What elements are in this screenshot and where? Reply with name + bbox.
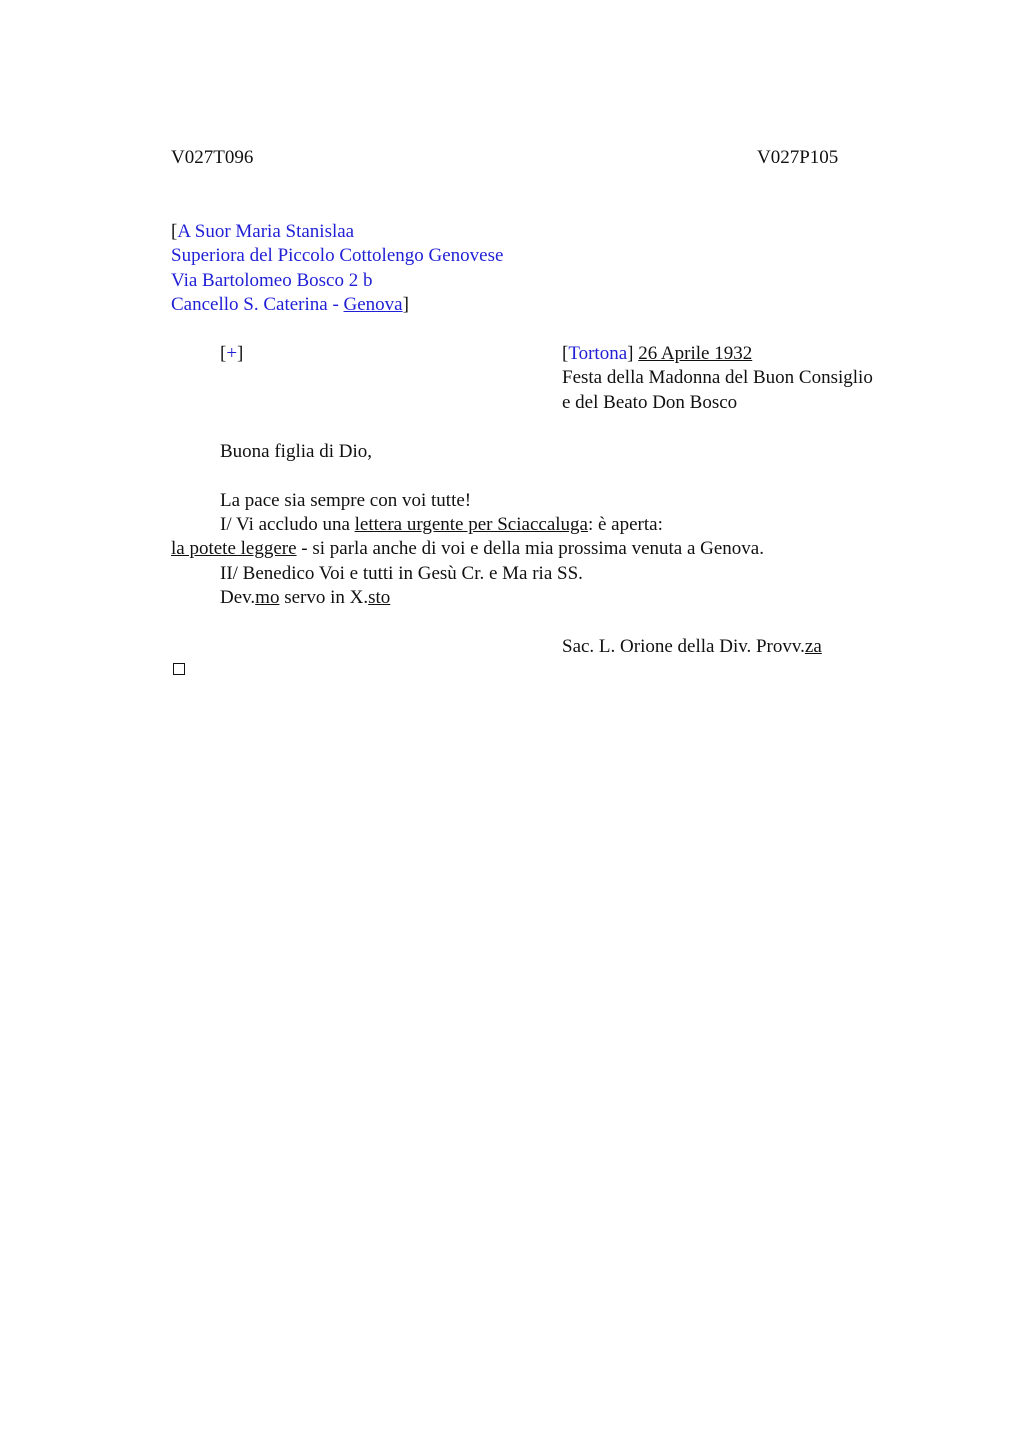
closing-servo: servo in X. — [279, 587, 369, 608]
closing-line — [220, 586, 390, 610]
body-line-2-prefix: I/ Vi accludo una — [220, 514, 355, 535]
address-open-bracket: [ — [171, 221, 178, 242]
feast-line-2: e del Beato Don Bosco — [562, 392, 738, 413]
address-gate: Cancello S. Caterina - — [171, 294, 344, 315]
body-line-3-underlined: la potete leggere — [171, 538, 297, 559]
cross-close-bracket: ] — [237, 343, 244, 364]
address-city: Genova — [343, 294, 403, 315]
signature — [562, 635, 822, 659]
closing-mo: mo — [255, 587, 280, 608]
end-square-icon — [173, 663, 185, 675]
document-code-right: V027P105 — [757, 147, 839, 168]
body-line-3-suffix: - si parla anche di voi e della mia prossima venuta a Genova. — [296, 538, 764, 559]
address-line-4 — [171, 293, 409, 317]
dateline-open-bracket: [ — [562, 343, 569, 364]
address-recipient: A Suor Maria Stanislaa — [177, 221, 355, 242]
closing-sto: sto — [368, 587, 391, 608]
dateline-place: Tortona — [568, 343, 628, 364]
address-close-bracket: ] — [402, 294, 409, 315]
cross-open-bracket: [ — [220, 343, 227, 364]
document-code-left: V027T096 — [171, 147, 254, 168]
address-line-2: Superiora del Piccolo Cottolengo Genovese — [171, 245, 504, 266]
body-line-3 — [171, 537, 764, 561]
address-line-1 — [171, 220, 354, 244]
dateline-close-bracket: ] — [627, 343, 634, 364]
signature-suffix: za — [804, 636, 822, 657]
greeting: Buona figlia di Dio, — [220, 441, 372, 462]
address-line-3: Via Bartolomeo Bosco 2 b — [171, 270, 373, 291]
dateline — [562, 342, 752, 366]
dateline-date: 26 Aprile 1932 — [638, 343, 753, 364]
body-line-2-suffix: : è aperta: — [587, 514, 663, 535]
cross-symbol: + — [226, 343, 238, 364]
body-line-1: La pace sia sempre con voi tutte! — [220, 490, 472, 511]
cross-mark — [220, 342, 243, 366]
body-line-2-underlined: lettera urgente per Sciaccaluga — [354, 514, 588, 535]
closing-dev: Dev. — [220, 587, 256, 608]
body-line-2 — [220, 513, 663, 537]
body-line-4: II/ Benedico Voi e tutti in Gesù Cr. e Ma ria SS. — [220, 563, 583, 584]
signature-text: Sac. L. Orione della Div. Provv. — [562, 636, 805, 657]
feast-line-1: Festa della Madonna del Buon Consiglio — [562, 367, 873, 388]
